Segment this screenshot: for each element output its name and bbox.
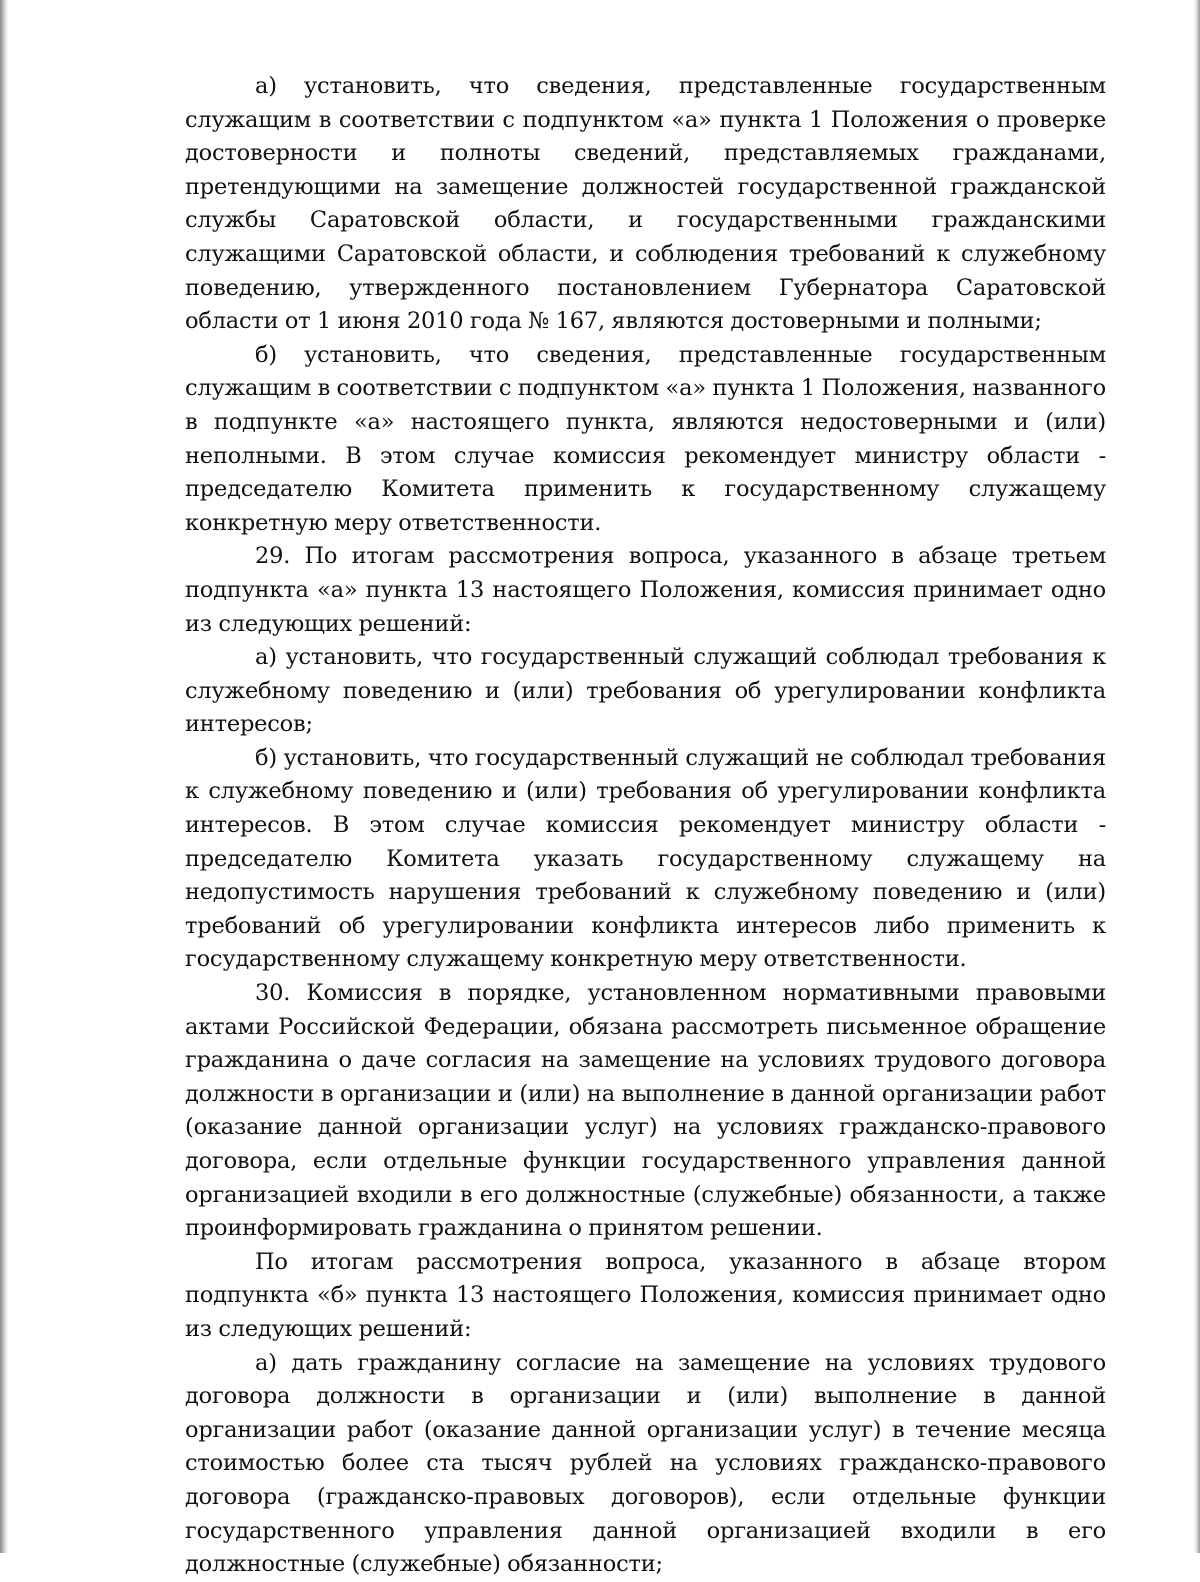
paragraph-29: 29. По итогам рассмотрения вопроса, указанного в абзаце третьем подпункта «а» пункта 13 настоящего Положения, комиссия принимает одно из следующих решений: [185, 543, 1106, 637]
paragraph-28b: б) установить, что сведения, представленные государственным служащим в соответствии с подпунктом «а» пункта 1 Положения, названного в подпункте «а» настоящего пункта, являются недостоверными и (или) неполными. В этом случае комиссия рекомендует министру области - председателю Комитета применить к государственному служащему конкретную меру ответственности. [185, 341, 1106, 536]
paragraph-30-intro: По итогам рассмотрения вопроса, указанного в абзаце втором подпункта «б» пункта 13 настоящего Положения, комиссия принимает одно из следующих решений: [185, 1248, 1106, 1342]
paragraph-30: 30. Комиссия в порядке, установленном нормативными правовыми актами Российской Федерации, обязана рассмотреть письменное обращение гражданина о даче согласия на замещение на условиях трудового договора должности в организации и (или) на выполнение в данной организации работ (оказание данной организации услуг) на условиях гражданско-правового договора, если отдельные функции государственного управления данной организацией входили в его должностные (служебные) обязанности, а также проинформировать гражданина о принятом решении. [185, 980, 1106, 1242]
scan-right-edge [1194, 0, 1200, 1553]
paragraph-30a: а) дать гражданину согласие на замещение на условиях трудового договора должности в организации и (или) выполнение в данной организации работ (оказание данной организации услуг) в течение месяца стоимостью более ста тысяч рублей на условиях гражданско-правового договора (гражданско-правовых договоров), если отдельные функции государственного управления данной организацией входили в его должностные (служебные) обязанности; [185, 1349, 1106, 1578]
paragraph-29b: б) установить, что государственный служащий не соблюдал требования к служебному поведению и (или) требования об урегулировании конфликта интересов. В этом случае комиссия рекомендует министру области - председателю Комитета указать государственному служащему на недопустимость нарушения требований к служебному поведению и (или) требований об урегулировании конфликта интересов либо применить к государственному служащему конкретную меру ответственности. [185, 744, 1106, 973]
paragraph-29a: а) установить, что государственный служащий соблюдал требования к служебному поведению и (или) требования об урегулировании конфликта интересов; [185, 644, 1106, 738]
scan-left-edge [0, 0, 8, 1553]
paragraph-28a: а) установить, что сведения, представленные государственным служащим в соответствии с подпунктом «а» пункта 1 Положения о проверке достоверности и полноты сведений, представляемых гражданами, претендующими на замещение должностей государственной гражданской службы Саратовской области, и государственными гражданскими служащими Саратовской области, и соблюдения требований к служебному поведению, утвержденного постановлением Губернатора Саратовской области от 1 июня 2010 года № 167, являются достоверными и полными; [185, 73, 1106, 335]
